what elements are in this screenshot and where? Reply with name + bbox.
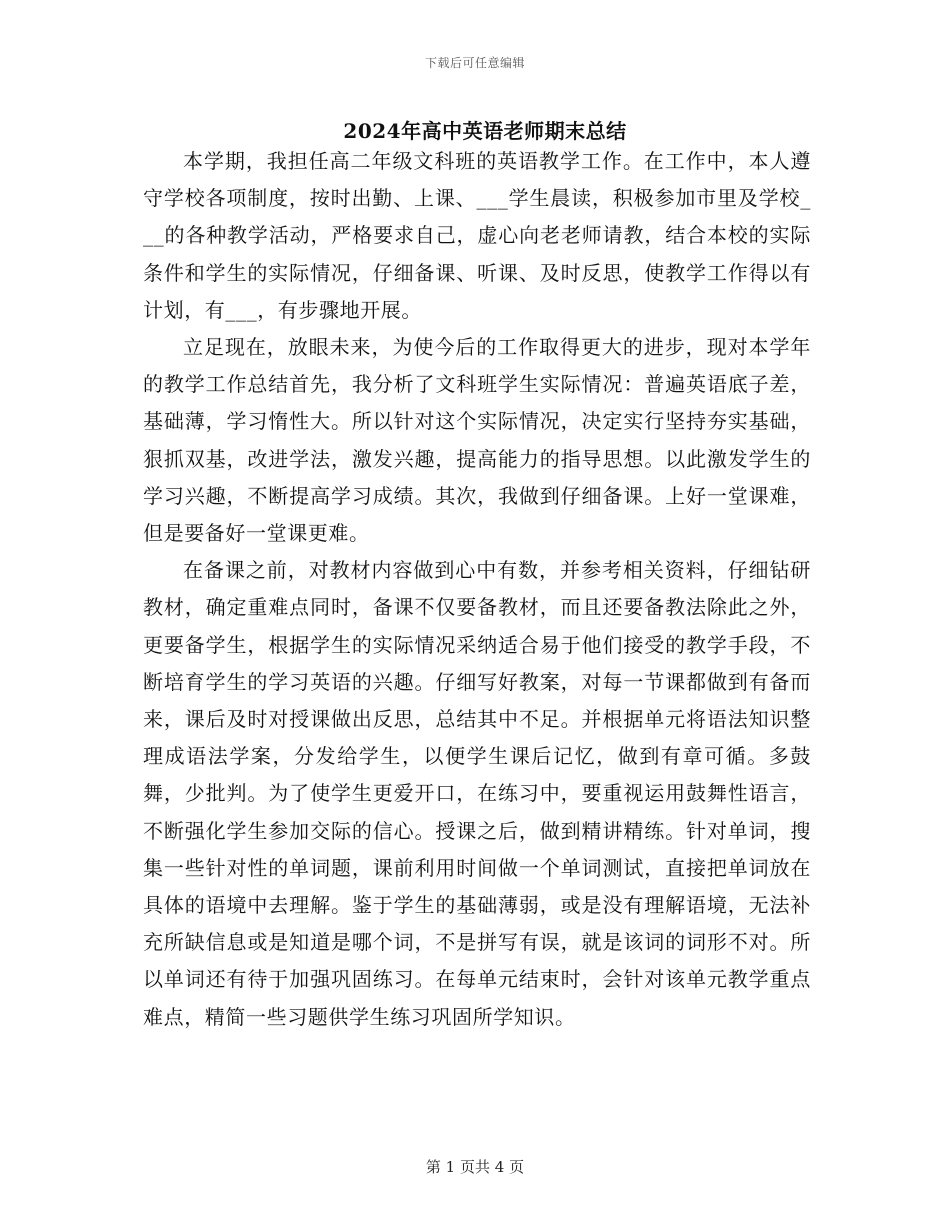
paragraph-3: 在备课之前，对教材内容做到心中有数，并参考相关资料，仔细钻研教材，确定重难点同时，备课不仅要备教材，而且还要备教法除此之外，更要备学生，根据学生的实际情况采纳适合易于他们接受的教学手段，不断培育学生的学习英语的兴趣。仔细写好教案，对每一节课都做到有备而来，课后及时对授课做出反思，总结其中不足。并根据单元将语法知识整理成语法学案，分发给学生，以便学生课后记忆，做到有章可循。多鼓舞，少批判。为了使学生更爱开口，在练习中，要重视运用鼓舞性语言，不断强化学生参加交际的信心。授课之后，做到精讲精练。针对单词，搜集一些针对性的单词题，课前利用时间做一个单词测试，直接把单词放在具体的语境中去理解。鉴于学生的基础薄弱，或是没有理解语境，无法补充所缺信息或是知道是哪个词，不是拼写有误，就是该词的词形不对。所以单词还有待于加强巩固练习。在每单元结束时，会针对该单元教学重点难点，精简一些习题供学生练习巩固所学知识。 bbox=[143, 558, 811, 1029]
paragraph-1: 本学期，我担任高二年级文科班的英语教学工作。在工作中，本人遵守学校各项制度，按时出勤、上课、___学生晨读，积极参加市里及学校___的各种教学活动，严格要求自己，虚心向老老师请教，结合本校的实际条件和学生的实际情况，仔细备课、听课、及时反思，使教学工作得以有计划，有___，有步骤地开展。 bbox=[143, 149, 811, 322]
page-number: 第 1 页共 4 页 bbox=[425, 1158, 525, 1176]
document-body bbox=[143, 143, 811, 1036]
header-note: 下载后可任意编辑 bbox=[424, 56, 525, 70]
document-title: 2024年高中英语老师期末总结 bbox=[343, 119, 627, 143]
paragraph-2: 立足现在，放眼未来，为使今后的工作取得更大的进步，现对本学年的教学工作总结首先，我分析了文科班学生实际情况：普遍英语底子差，基础薄，学习惰性大。所以针对这个实际情况，决定实行坚持夯实基础，狠抓双基，改进学法，激发兴趣，提高能力的指导思想。以此激发学生的学习兴趣，不断提高学习成绩。其次，我做到仔细备课。上好一堂课难，但是要备好一堂课更难。 bbox=[143, 335, 811, 546]
